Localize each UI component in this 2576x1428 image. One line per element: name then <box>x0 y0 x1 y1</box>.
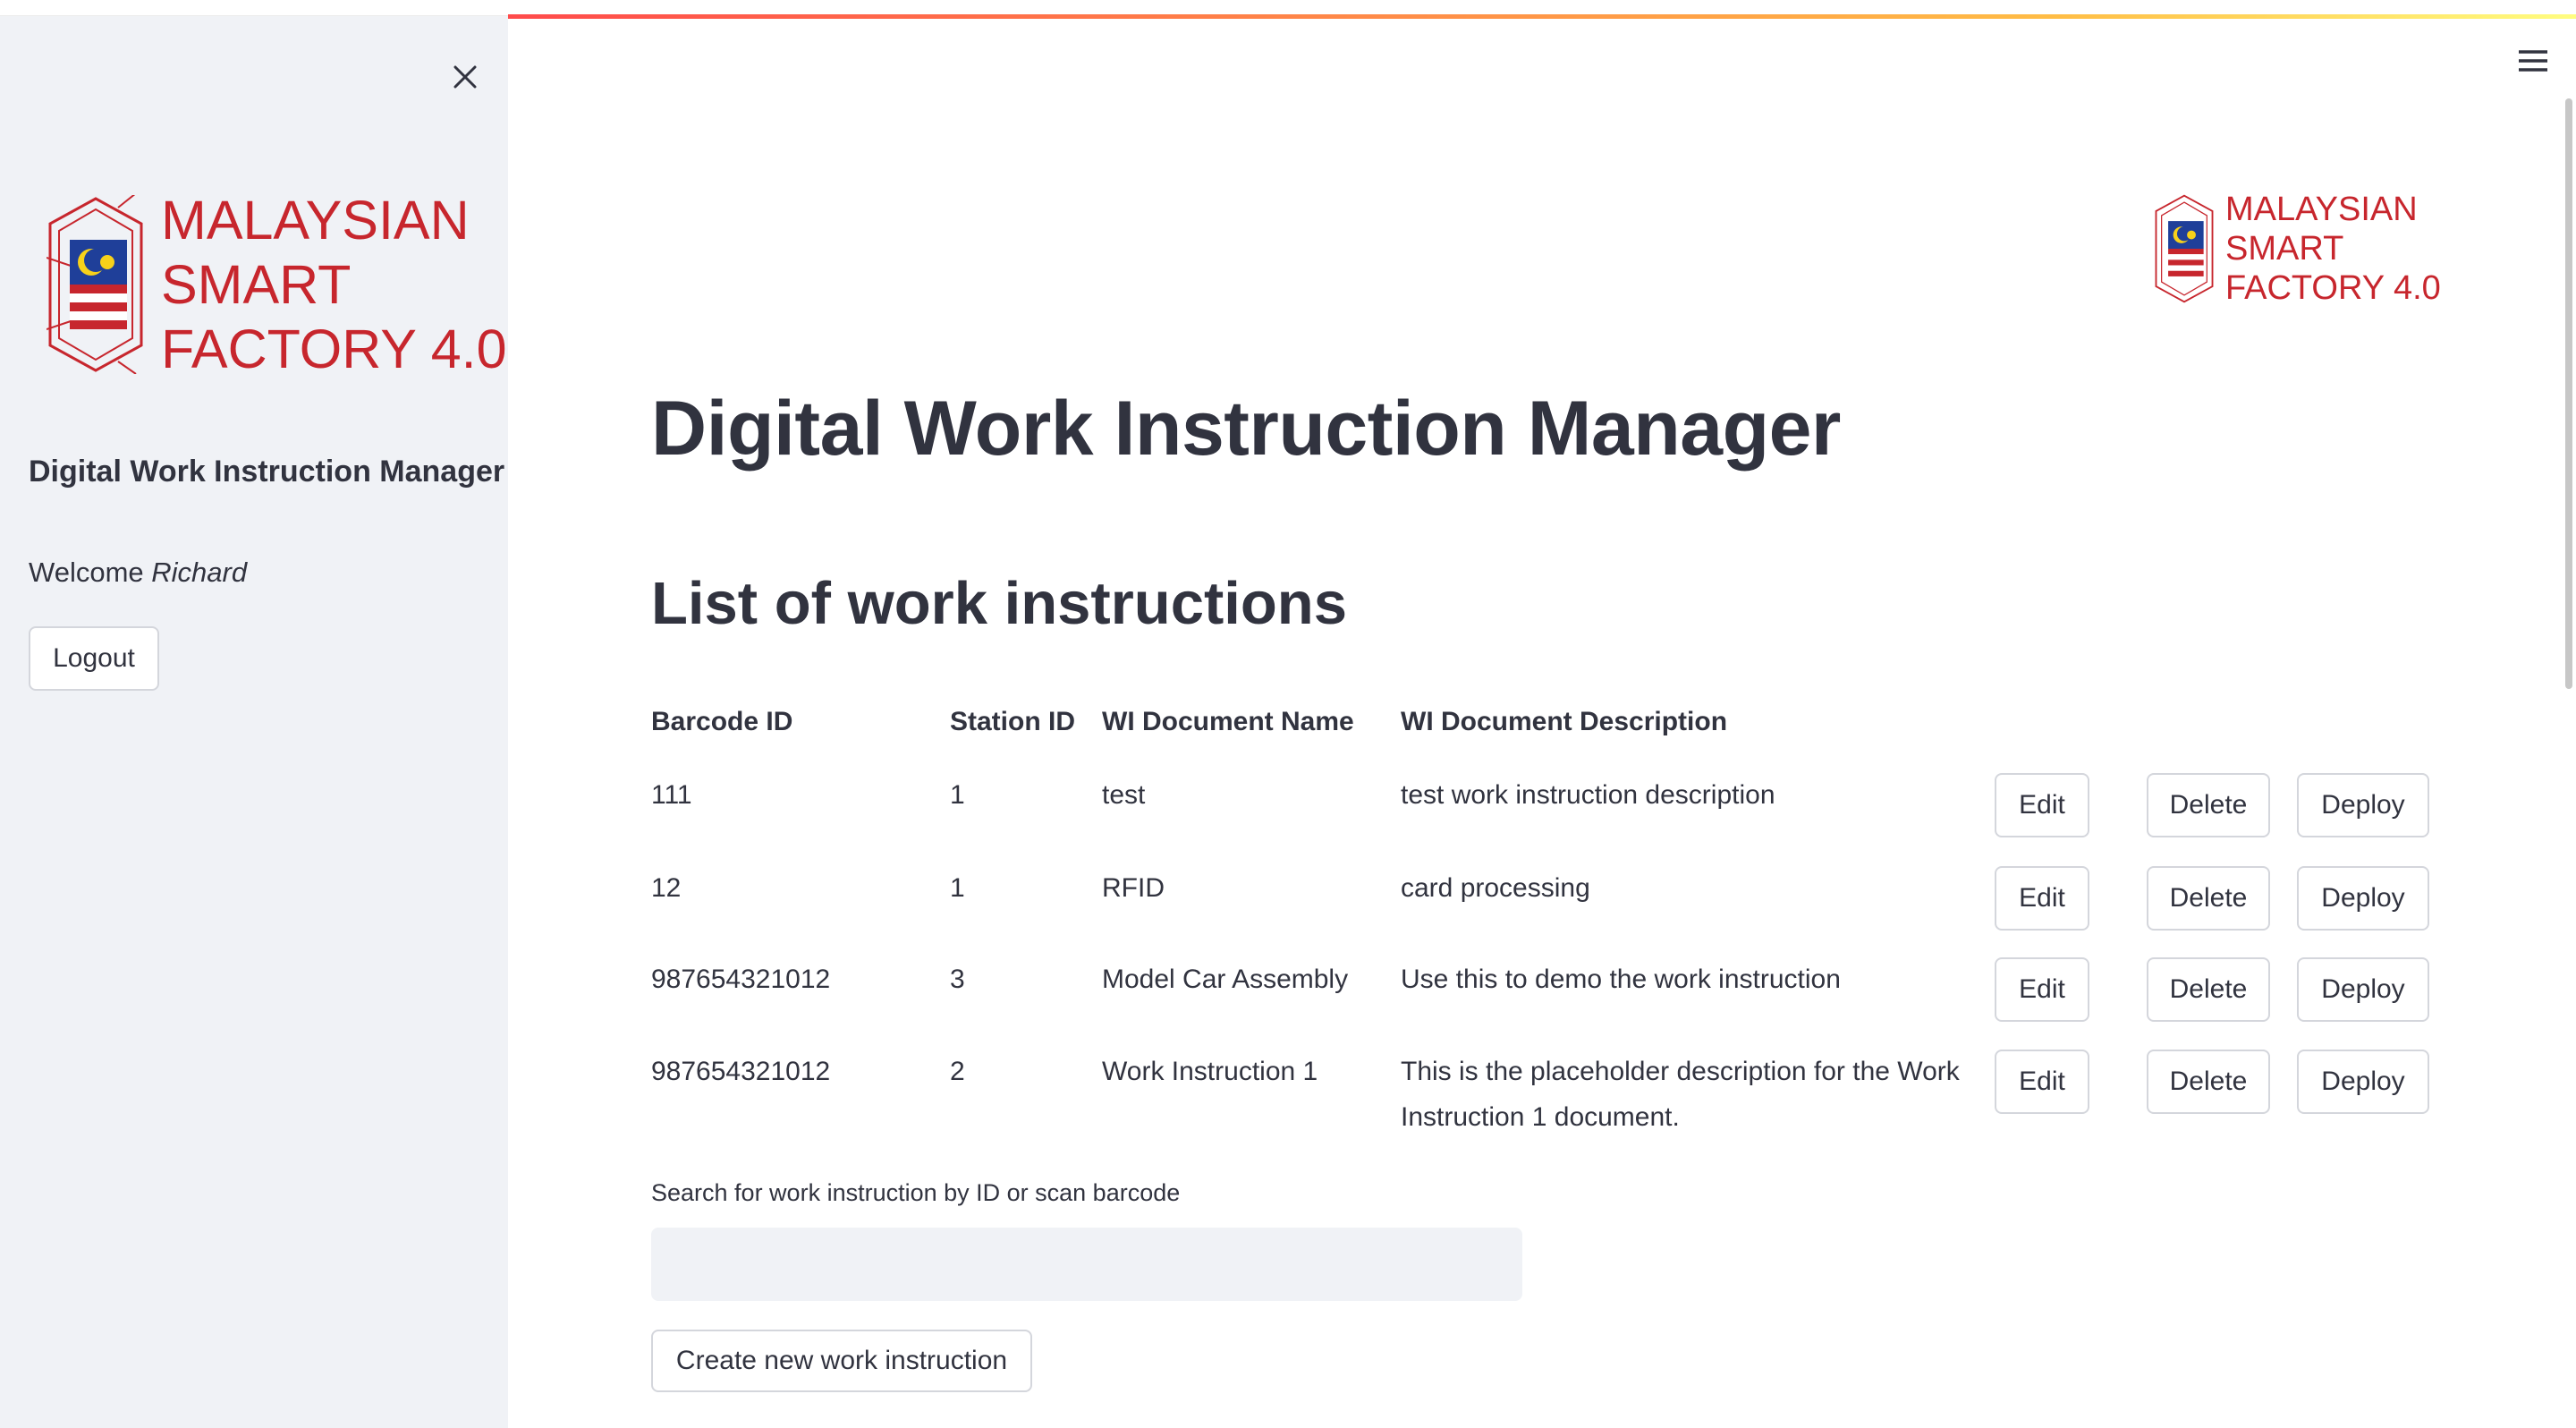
cell-document-name: Model Car Assembly <box>1102 965 1349 994</box>
column-header-wi-document-description: WI Document Description <box>1401 707 1728 736</box>
welcome-message <box>29 557 247 589</box>
delete-button[interactable]: Delete <box>2147 773 2270 837</box>
delete-button[interactable]: Delete <box>2147 866 2270 931</box>
brand-line-3: FACTORY 4.0 <box>2225 269 2441 307</box>
sidebar-title: Digital Work Instruction Manager <box>29 455 505 489</box>
cell-station-id: 2 <box>950 1057 965 1086</box>
edit-button[interactable]: Edit <box>1995 866 2089 931</box>
cell-station-id: 3 <box>950 965 965 994</box>
edit-button[interactable]: Edit <box>1995 957 2089 1022</box>
scrollbar[interactable] <box>2565 98 2572 689</box>
delete-button[interactable]: Delete <box>2147 957 2270 1022</box>
username: Richard <box>151 557 248 588</box>
cell-document-description: card processing <box>1401 873 1590 903</box>
brand-wordmark <box>161 188 507 381</box>
edit-button[interactable]: Edit <box>1995 1050 2089 1114</box>
close-sidebar-button[interactable] <box>440 52 490 102</box>
cell-document-name: test <box>1102 780 1146 810</box>
column-header-station-id: Station ID <box>950 707 1075 736</box>
brand-line-1: MALAYSIAN <box>161 190 470 251</box>
brand-line-2: SMART <box>2225 230 2344 268</box>
cell-barcode-id: 111 <box>651 780 692 810</box>
cell-barcode-id: 12 <box>651 873 682 903</box>
sidebar-logo <box>47 188 507 381</box>
cell-document-description: Use this to demo the work instruction <box>1401 965 1841 994</box>
deploy-button[interactable]: Deploy <box>2297 957 2429 1022</box>
cell-document-name: Work Instruction 1 <box>1102 1057 1318 1086</box>
welcome-prefix: Welcome <box>29 557 144 588</box>
edit-button[interactable]: Edit <box>1995 773 2089 837</box>
malaysia-flag-logo-icon <box>2154 193 2215 304</box>
brand-line-2: SMART <box>161 254 352 315</box>
main-logo <box>2154 190 2441 308</box>
column-header-wi-document-name: WI Document Name <box>1102 707 1354 736</box>
delete-button[interactable]: Delete <box>2147 1050 2270 1114</box>
cell-barcode-id: 987654321012 <box>651 965 831 994</box>
deploy-button[interactable]: Deploy <box>2297 866 2429 931</box>
hamburger-menu-icon[interactable] <box>2515 43 2551 79</box>
search-input[interactable] <box>651 1228 1522 1301</box>
cell-document-description: test work instruction description <box>1401 780 1775 810</box>
create-work-instruction-button[interactable]: Create new work instruction <box>651 1330 1032 1392</box>
cell-document-description: This is the placeholder description for the Work Instruction 1 document. <box>1401 1057 1960 1132</box>
logout-button[interactable]: Logout <box>29 626 159 691</box>
deploy-button[interactable]: Deploy <box>2297 773 2429 837</box>
close-icon <box>452 64 479 90</box>
page-title: Digital Work Instruction Manager <box>651 386 1841 472</box>
search-label: Search for work instruction by ID or scan barcode <box>651 1179 1181 1206</box>
cell-document-name: RFID <box>1102 873 1165 903</box>
cell-station-id: 1 <box>950 873 965 903</box>
top-decoration-gradient <box>508 14 2576 19</box>
section-heading: List of work instructions <box>651 570 1347 637</box>
brand-wordmark <box>2225 190 2441 308</box>
malaysia-flag-logo-icon <box>47 195 145 374</box>
cell-station-id: 1 <box>950 780 965 810</box>
deploy-button[interactable]: Deploy <box>2297 1050 2429 1114</box>
column-header-barcode-id: Barcode ID <box>651 707 793 736</box>
cell-barcode-id: 987654321012 <box>651 1057 831 1086</box>
brand-line-1: MALAYSIAN <box>2225 191 2418 228</box>
brand-line-3: FACTORY 4.0 <box>161 319 507 379</box>
